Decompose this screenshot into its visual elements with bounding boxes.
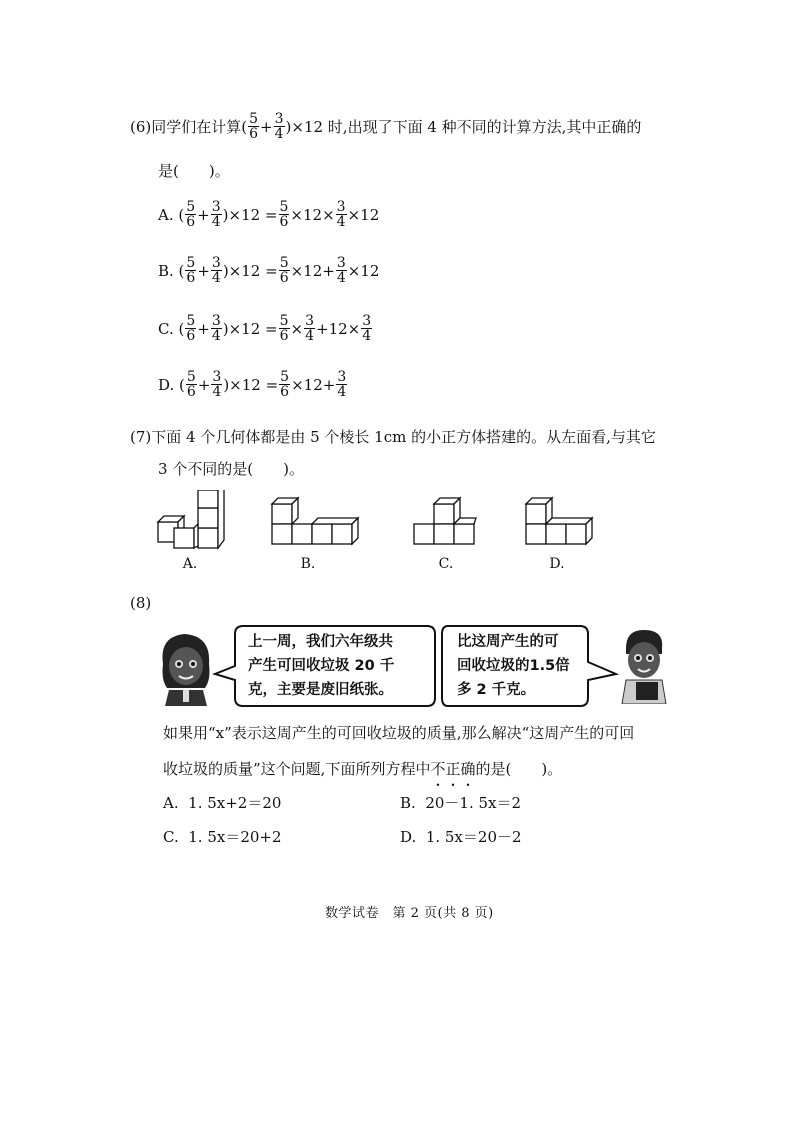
figure-b xyxy=(272,498,358,544)
fraction: $\frac{3}{4}$ xyxy=(336,199,346,230)
q7-label-d: D. xyxy=(549,556,565,572)
fraction: $\frac{5}{6}$ xyxy=(186,369,196,400)
q7-stem-line2: 3 个不同的是( )。 xyxy=(158,460,305,478)
fraction: $\frac{3}{4}$ xyxy=(211,199,221,230)
q6-stem-frac2: $\frac{3}{4}$ xyxy=(274,111,284,142)
fraction: $\frac{5}{6}$ xyxy=(280,369,290,400)
fraction: $\frac{3}{4}$ xyxy=(362,313,372,344)
fraction: $\frac{3}{4}$ xyxy=(212,369,222,400)
q7-figures xyxy=(150,490,610,552)
fraction: $\frac{3}{4}$ xyxy=(336,255,346,286)
q6-stem: (6) 同学们在计算( $\frac{5}{6}$ + $\frac{3}{4}$ )×12 时,出现了下面 4 种不同的计算方法,其中正确的 xyxy=(130,111,642,142)
fraction: $\frac{5}{6}$ xyxy=(186,313,196,344)
q7-label-c: C. xyxy=(438,556,454,572)
fraction: $\frac{3}{4}$ xyxy=(211,313,221,344)
emphasis-not-correct: 不正确 xyxy=(430,760,476,778)
q8-option-c: C. 1. 5x＝20+2 xyxy=(163,828,282,846)
fraction: $\frac{3}{4}$ xyxy=(337,369,347,400)
q8-number: (8) xyxy=(130,594,152,612)
speech-bubble-right-text: 比这周产生的可 回收垃圾的1.5倍 多 2 千克。 xyxy=(457,634,570,698)
q6-number: (6) xyxy=(130,117,152,136)
figure-a xyxy=(158,490,224,548)
fraction: $\frac{5}{6}$ xyxy=(279,255,289,286)
q7-stem-line1: (7)下面 4 个几何体都是由 5 个棱长 1cm 的小正方体搭建的。从左面看,与其它 xyxy=(130,428,656,446)
q6-option-d: D. ( $\frac{5}{6}$ + $\frac{3}{4}$ )×12 = $\frac{5}{6}$ ×12+ $\frac{3}{4}$ xyxy=(158,369,347,400)
q6-option-b: B. ( $\frac{5}{6}$ + $\frac{3}{4}$ )×12 = $\frac{5}{6}$ ×12+ $\frac{3}{4}$ ×12 xyxy=(158,255,380,286)
fraction: $\frac{5}{6}$ xyxy=(279,199,289,230)
q6-stem-line2: 是( )。 xyxy=(158,162,230,180)
q8-stem-line2: 收垃圾的质量”这个问题,下面所列方程中不正确的是( )。 xyxy=(163,760,563,778)
q6-stem-a: 同学们在计算( xyxy=(151,118,248,136)
fraction: $\frac{5}{6}$ xyxy=(186,255,196,286)
q8-option-a: A. 1. 5x+2＝20 xyxy=(163,794,282,812)
q6-option-c: C. ( $\frac{5}{6}$ + $\frac{3}{4}$ )×12 = $\frac{5}{6}$ × $\frac{3}{4}$ +12× $\frac{3}{4}$ xyxy=(158,313,372,344)
figure-d xyxy=(526,498,592,544)
q8-stem-line1: 如果用“x”表示这周产生的可回收垃圾的质量,那么解决“这周产生的可回 xyxy=(163,724,635,742)
page-footer: 数学试卷 第 2 页(共 8 页) xyxy=(325,906,494,921)
fraction: $\frac{3}{4}$ xyxy=(211,255,221,286)
q8-option-d: D. 1. 5x＝20－2 xyxy=(400,828,522,846)
speech-bubble-left-text: 上一周，我们六年级共 产生可回收垃圾 20 千 克，主要是废旧纸张。 xyxy=(248,634,395,698)
q7-label-b: B. xyxy=(300,556,316,572)
q6-stem-b: )×12 时,出现了下面 4 种不同的计算方法,其中正确的 xyxy=(285,118,642,136)
q8-option-b: B. 20－1. 5x＝2 xyxy=(400,794,522,812)
fraction: $\frac{3}{4}$ xyxy=(305,313,315,344)
q7-label-a: A. xyxy=(182,556,198,572)
boy-character-illustration xyxy=(618,626,670,704)
q6-stem-frac1: $\frac{5}{6}$ xyxy=(249,111,259,142)
q6-option-a: A. ( $\frac{5}{6}$ + $\frac{3}{4}$ )×12 = $\frac{5}{6}$ ×12× $\frac{3}{4}$ ×12 xyxy=(158,199,380,230)
fraction: $\frac{5}{6}$ xyxy=(279,313,289,344)
fraction: $\frac{5}{6}$ xyxy=(186,199,196,230)
figure-c xyxy=(414,498,476,544)
